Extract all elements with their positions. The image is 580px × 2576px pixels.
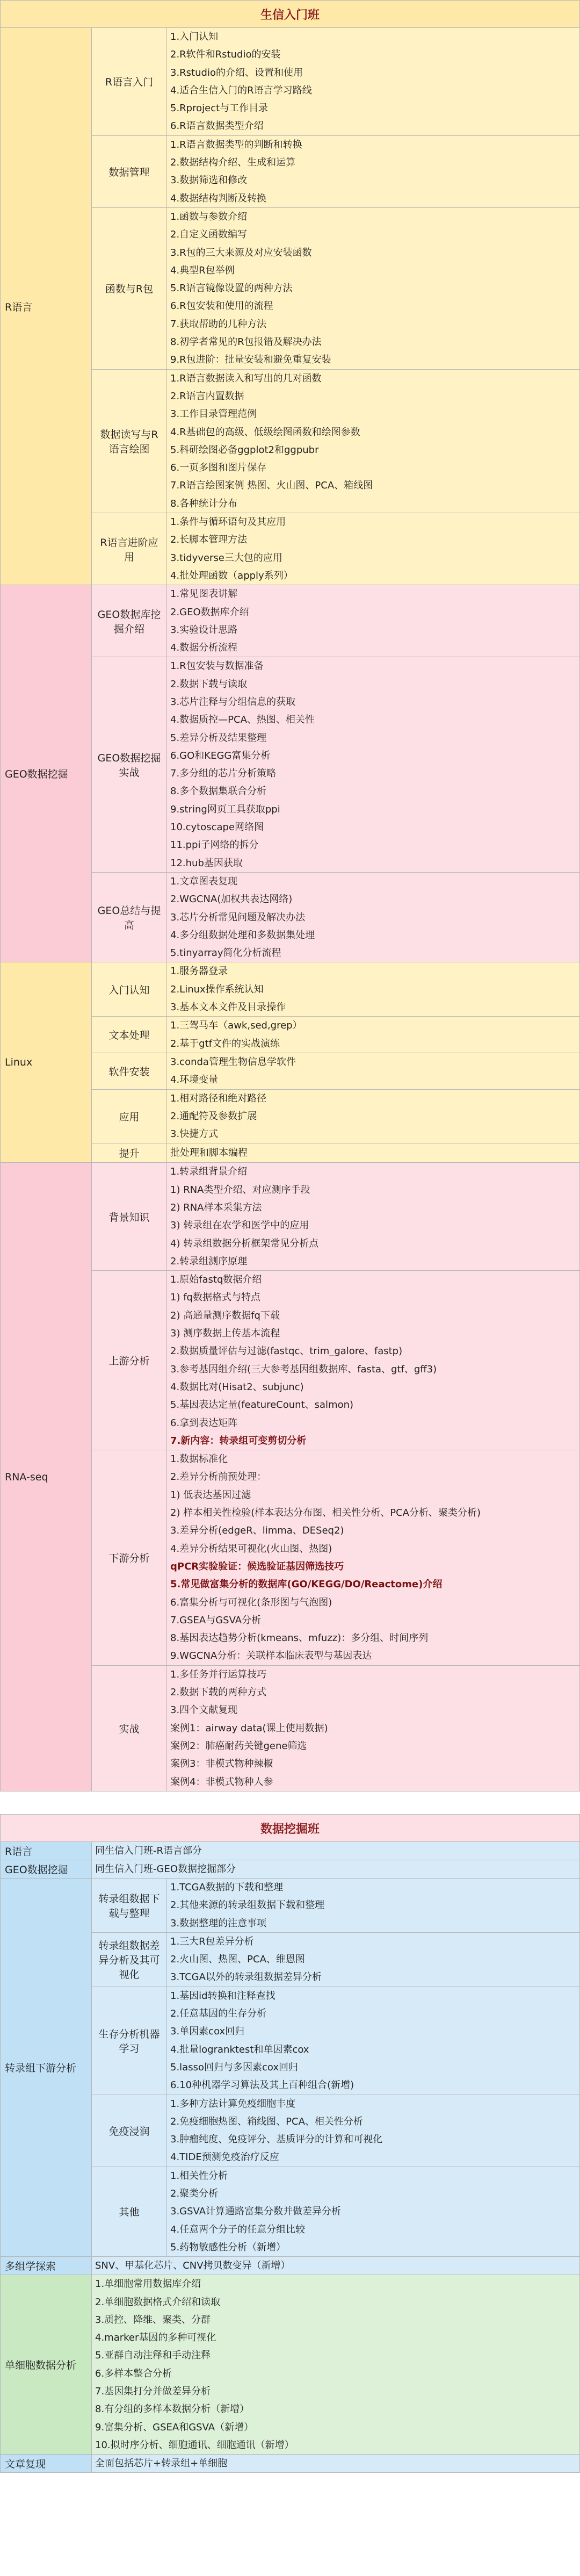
topic-item: 2.通配符及参数扩展 — [170, 1110, 257, 1122]
topic-item: 12.hub基因获取 — [170, 857, 243, 869]
module-row — [1, 585, 580, 657]
topic-item: 1.三大R包差异分析 — [170, 1935, 254, 1947]
topic-item: 1.R包安装与数据准备 — [170, 660, 264, 672]
topic-item: 案例4：非模式物种人参 — [170, 1776, 273, 1788]
topic-item: 3.TCGA以外的转录组数据差异分析 — [170, 1971, 322, 1983]
topic-item: 4.典型R包举例 — [170, 264, 235, 276]
module-row — [1, 1163, 580, 1271]
topic-item: 3.Rstudio的介绍、设置和使用 — [170, 67, 303, 78]
topic-item: 1.数据标准化 — [170, 1454, 228, 1465]
topic-item: 1.多种方法计算免疫细胞丰度 — [170, 2098, 296, 2110]
topic-item: 2.单细胞数据格式介绍和读取 — [95, 2296, 221, 2308]
topic-item: 5.科研绘图必备ggplot2和ggpubr — [170, 444, 319, 456]
topic-item: 4.数据分析流程 — [170, 642, 238, 654]
topic-item: 3.数据筛选和修改 — [170, 175, 248, 186]
topic-item: 10.cytoscape网络图 — [170, 822, 264, 833]
topic-item: 2.火山图、热图、PCA、维恩图 — [170, 1954, 305, 1966]
topic-item: 1.多任务并行运算技巧 — [170, 1668, 267, 1680]
category-cell: RNA-seq — [1, 1163, 92, 1791]
topic-item: 3.GSVA计算通路富集分数并做差异分析 — [170, 2206, 342, 2218]
topic-item: 9.R包进阶：批量安装和避免重复安装 — [170, 354, 331, 366]
module-cell: R语言入门 — [92, 28, 167, 136]
topic-list — [167, 207, 580, 369]
topic-item: 6.多样本整合分析 — [95, 2368, 172, 2379]
topic-item: 8.初学者常见的R包报错及解决办法 — [170, 336, 322, 348]
topic-item: 5.药物敏感性分析（新增） — [170, 2241, 286, 2253]
topic-item: 2.长脚本管理方法 — [170, 534, 248, 546]
module-cell: GEO数据库挖掘介绍 — [92, 585, 167, 657]
topic-item: 案例2：肺癌耐药关键gene筛选 — [170, 1740, 307, 1752]
topic-list — [167, 657, 580, 873]
module-cell: 背景知识 — [92, 1163, 167, 1271]
module-cell: 提升 — [92, 1143, 167, 1163]
topic-item: 4.多分组数据处理和多数据集处理 — [170, 929, 315, 941]
topic-item: 1.原始fastq数据介绍 — [170, 1274, 262, 1286]
topic-item: 1.函数与参数介绍 — [170, 211, 248, 222]
topic-item: 2) 高通量测序数据fq下载 — [170, 1309, 280, 1321]
topic-item: 6.10种机器学习算法及其上百种组合(新增) — [170, 2079, 354, 2091]
topic-item: 3.工作目录管理范例 — [170, 408, 257, 420]
topic-item: 4.环境变量 — [170, 1074, 219, 1086]
module-cell: 生存分析机器学习 — [92, 1987, 167, 2095]
topic-item: 2.GEO数据库介绍 — [170, 606, 249, 618]
topic-item: 2.Linux操作系统认知 — [170, 983, 264, 995]
topic-item: 8.各种统计分布 — [170, 498, 238, 509]
category-cell: 转录组下游分析 — [1, 1879, 92, 2257]
module-cell: 下游分析 — [92, 1450, 167, 1666]
topic-item: 3.芯片分析常见问题及解决办法 — [170, 911, 306, 923]
topic-item: 1.条件与循环语句及其应用 — [170, 516, 286, 528]
topic-item: 2.数据下载与读取 — [170, 678, 248, 690]
topic-item: 6.GO和KEGG富集分析 — [170, 750, 271, 761]
module-cell: R语言进阶应用 — [92, 513, 167, 585]
topic-item: 2.WGCNA(加权共表达网络) — [170, 894, 293, 905]
topic-item: 1.相对路径和绝对路径 — [170, 1092, 267, 1104]
topic-item: 4.数据质控—PCA、热图、相关性 — [170, 714, 315, 726]
topic-item: 3) 转录组在农学和医学中的应用 — [170, 1220, 309, 1232]
course-table-mining — [0, 1814, 580, 2473]
topic-item: 4.任意两个分子的任意分组比较 — [170, 2224, 306, 2235]
topic-item: 5.R语言镜像设置的两种方法 — [170, 283, 293, 294]
topic-item: 6.一页多图和图片保存 — [170, 462, 267, 474]
category-cell: GEO数据挖掘 — [1, 1860, 92, 1879]
topic-list — [167, 1987, 580, 2095]
module-cell: 函数与R包 — [92, 207, 167, 369]
topic-item: 5.差异分析及结果整理 — [170, 732, 267, 744]
topic-item: 3.基本文本文件及目录操作 — [170, 1002, 286, 1013]
topic-item: 2) 样本相关性检验(样本表达分布图、相关性分析、PCA分析、聚类分析) — [170, 1507, 481, 1519]
topic-item: 2.免疫细胞热图、箱线图、PCA、相关性分析 — [170, 2116, 363, 2127]
module-cell: 上游分析 — [92, 1271, 167, 1450]
topic-item: 2.数据质量评估与过滤(fastqc、trim_galore、fastp) — [170, 1345, 403, 1357]
topic-item: 5.tinyarray简化分析流程 — [170, 947, 281, 959]
module-cell: 转录组数据下载与整理 — [92, 1879, 167, 1933]
topic-item: 5.亚群自动注释和手动注释 — [95, 2350, 211, 2362]
topic-item: 4.R基础包的高级、低级绘图函数和绘图参数 — [170, 426, 360, 438]
topic-item: 8.多个数据集联合分析 — [170, 786, 267, 797]
topic-item: 4.marker基因的多种可视化 — [95, 2332, 216, 2344]
category-cell: GEO数据挖掘 — [1, 585, 92, 962]
module-cell: 软件安装 — [92, 1053, 167, 1089]
topic-item: 1.文章图表复现 — [170, 875, 238, 887]
topic-item: 5.lasso回归与多因素cox回归 — [170, 2061, 298, 2073]
module-cell: 转录组数据差异分析及其可视化 — [92, 1932, 167, 1987]
topic-item: 3.肿瘤纯度、免疫评分、基质评分的计算和可视化 — [170, 2134, 383, 2146]
topic-item: 2.自定义函数编写 — [170, 229, 248, 241]
topic-item: 3.质控、降维、聚类、分群 — [95, 2314, 211, 2326]
module-cell: GEO数据挖掘实战 — [92, 657, 167, 873]
topic-list — [167, 513, 580, 585]
topic-list — [167, 135, 580, 207]
topic-list — [167, 1143, 580, 1163]
page-title: 生信入门班 — [1, 1, 580, 28]
topic-list — [167, 28, 580, 136]
topic-item: 8.有分组的多样本数据分析（新增） — [95, 2404, 250, 2415]
topic-item: 4.TIDE预测免疫治疗反应 — [170, 2152, 279, 2163]
content-cell: 同生信入门班-GEO数据挖掘部分 — [92, 1860, 580, 1879]
topic-item: 1) 低表达基因过滤 — [170, 1489, 251, 1501]
topic-list — [167, 585, 580, 657]
topic-item: 4.批量logranktest和单因素cox — [170, 2043, 309, 2055]
topic-item: 6.富集分析与可视化(条形图与气泡图) — [170, 1596, 332, 1608]
topic-item: 2) RNA样本采集方法 — [170, 1202, 262, 1213]
topic-item: 4.差异分析结果可视化(火山图、热图) — [170, 1543, 332, 1555]
category-cell: 单细胞数据分析 — [1, 2275, 92, 2455]
topic-item: 5.常见做富集分析的数据库(GO/KEGG/DO/Reactome)介绍 — [170, 1579, 443, 1591]
module-cell: 应用 — [92, 1089, 167, 1143]
module-cell: 其他 — [92, 2167, 167, 2256]
topic-item: 1.基因id转换和注释查找 — [170, 1990, 276, 2002]
topic-list — [167, 1879, 580, 1933]
module-cell: 文本处理 — [92, 1017, 167, 1053]
topic-item: 6.R包安装和使用的流程 — [170, 300, 273, 312]
topic-item: 9.WGCNA分析：关联样本临床表型与基因表达 — [170, 1650, 372, 1662]
topic-item: 2.数据下载的两种方式 — [170, 1687, 267, 1699]
topic-list — [167, 1932, 580, 1987]
topic-list — [167, 1450, 580, 1666]
topic-item: 1.TCGA数据的下载和整理 — [170, 1882, 283, 1893]
topic-item: 2.差异分析前预处理： — [170, 1471, 267, 1483]
content-cell: 同生信入门班-R语言部分 — [92, 1842, 580, 1860]
topic-item: 1.三驾马车（awk,sed,grep） — [170, 1020, 302, 1032]
topic-item: 5.Rproject与工作目录 — [170, 103, 269, 114]
topic-item: 1.转录组背景介绍 — [170, 1166, 248, 1178]
module-cell: 入门认知 — [92, 962, 167, 1017]
category-cell: 多组学探索 — [1, 2257, 92, 2275]
topic-item: 2.其他来源的转录组数据下载和整理 — [170, 1899, 325, 1911]
topic-item: 4.适合生信入门的R语言学习路线 — [170, 84, 312, 96]
topic-list — [167, 872, 580, 962]
topic-item: 3.快捷方式 — [170, 1128, 219, 1140]
topic-item: 3.tidyverse三大包的应用 — [170, 552, 282, 564]
topic-item: 1.R语言数据读入和写出的几对函数 — [170, 372, 322, 384]
topic-item: qPCR实验验证：候选验证基因筛选技巧 — [170, 1560, 344, 1572]
module-cell: 数据管理 — [92, 135, 167, 207]
topic-item: 3.差异分析(edgeR、limma、DESeq2) — [170, 1525, 344, 1537]
topic-item: 11.ppi子网络的拆分 — [170, 839, 259, 851]
topic-item: 1) fq数据格式与特点 — [170, 1292, 260, 1304]
topic-item: 2.R软件和Rstudio的安装 — [170, 49, 281, 61]
topic-item: 6.拿到表达矩阵 — [170, 1417, 238, 1429]
topic-item: 3.R包的三大来源及对应安装函数 — [170, 247, 312, 258]
topic-item: 7.R语言绘图案例 热图、火山图、PCA、箱线图 — [170, 480, 373, 492]
topic-item: 2.数据结构介绍、生成和运算 — [170, 157, 296, 169]
topic-item: 4.数据比对(Hisat2、subjunc) — [170, 1381, 304, 1393]
topic-item: 2.任意基因的生存分析 — [170, 2008, 267, 2020]
topic-item: 10.拟时序分析、细胞通讯、细胞通讯（新增） — [95, 2439, 294, 2451]
topic-item: 批处理和脚本编程 — [170, 1147, 248, 1159]
topic-list — [167, 369, 580, 513]
topic-item: 3.conda管理生物信息学软件 — [170, 1056, 296, 1068]
topic-list — [167, 1665, 580, 1791]
topic-item: 3.芯片注释与分组信息的获取 — [170, 696, 296, 708]
topic-item: 1.单细胞常用数据库介绍 — [95, 2278, 201, 2290]
module-cell: 免疫浸润 — [92, 2095, 167, 2167]
topic-list — [167, 1017, 580, 1053]
module-cell: GEO总结与提高 — [92, 872, 167, 962]
topic-item: 1.R语言数据类型的判断和转换 — [170, 139, 302, 150]
content-cell: 全面包括芯片+转录组+单细胞 — [92, 2455, 580, 2473]
module-cell: 实战 — [92, 1665, 167, 1791]
section-title: 数据挖掘班 — [1, 1815, 580, 1842]
topic-item: 4.批处理函数（apply系列） — [170, 570, 293, 581]
topic-list — [167, 1271, 580, 1450]
topic-item: 2.基于gtf文件的实战演练 — [170, 1038, 280, 1049]
topic-item: 1.常见图表讲解 — [170, 588, 238, 600]
topic-item: 3.数据整理的注意事项 — [170, 1917, 267, 1929]
topic-item: 8.基因表达趋势分析(kmeans、mfuzz)：多分组、时间序列 — [170, 1632, 429, 1644]
topic-item: 案例1：airway data(课上使用数据) — [170, 1722, 328, 1734]
topic-item: 7.基因集打分并做差异分析 — [95, 2386, 211, 2398]
topic-item: 1.入门认知 — [170, 31, 219, 42]
topic-item: 7.新内容：转录组可变剪切分析 — [170, 1435, 307, 1447]
topic-list — [92, 2275, 580, 2455]
category-cell: R语言 — [1, 1842, 92, 1860]
topic-list — [167, 2095, 580, 2167]
topic-item: 3.单因素cox回归 — [170, 2026, 245, 2038]
topic-item: 3.参考基因组介绍(三大参考基因组数据库、fasta、gtf、gff3) — [170, 1363, 437, 1375]
topic-list — [167, 962, 580, 1017]
topic-item: 2.聚类分析 — [170, 2188, 219, 2200]
topic-list — [167, 1089, 580, 1143]
module-row — [1, 28, 580, 136]
category-cell: R语言 — [1, 28, 92, 585]
content-cell: SNV、甲基化芯片、CNV拷贝数变异（新增） — [92, 2257, 580, 2275]
category-cell: 文章复现 — [1, 2455, 92, 2473]
topic-list — [167, 1163, 580, 1271]
topic-item: 3.四个文献复现 — [170, 1704, 238, 1716]
topic-item: 6.R语言数据类型介绍 — [170, 120, 264, 132]
topic-item: 2.R语言内置数据 — [170, 390, 244, 402]
topic-item: 9.string网页工具获取ppi — [170, 803, 280, 815]
topic-item: 2.转录组测序原理 — [170, 1255, 248, 1267]
topic-list — [167, 1053, 580, 1089]
topic-item: 案例3：非模式物种辣椒 — [170, 1758, 273, 1770]
module-row — [1, 962, 580, 1017]
topic-item: 7.获取帮助的几种方法 — [170, 318, 267, 330]
topic-item: 7.GSEA与GSVA分析 — [170, 1614, 262, 1626]
topic-item: 1) RNA类型介绍、对应测序手段 — [170, 1184, 310, 1196]
topic-item: 4) 转录组数据分析框架常见分析点 — [170, 1237, 319, 1249]
topic-item: 1.相关性分析 — [170, 2170, 228, 2182]
module-cell: 数据读写与R语言绘图 — [92, 369, 167, 513]
topic-item: 9.富集分析、GSEA和GSVA（新增） — [95, 2421, 254, 2433]
topic-item: 3) 测序数据上传基本流程 — [170, 1328, 280, 1340]
topic-item: 1.服务器登录 — [170, 966, 228, 977]
category-cell: Linux — [1, 962, 92, 1163]
topic-list — [167, 2167, 580, 2256]
topic-item: 4.数据结构判断及转换 — [170, 192, 267, 204]
topic-item: 7.多分组的芯片分析策略 — [170, 768, 277, 780]
topic-item: 3.实验设计思路 — [170, 624, 238, 636]
topic-item: 5.基因表达定量(featureCount、salmon) — [170, 1399, 354, 1411]
